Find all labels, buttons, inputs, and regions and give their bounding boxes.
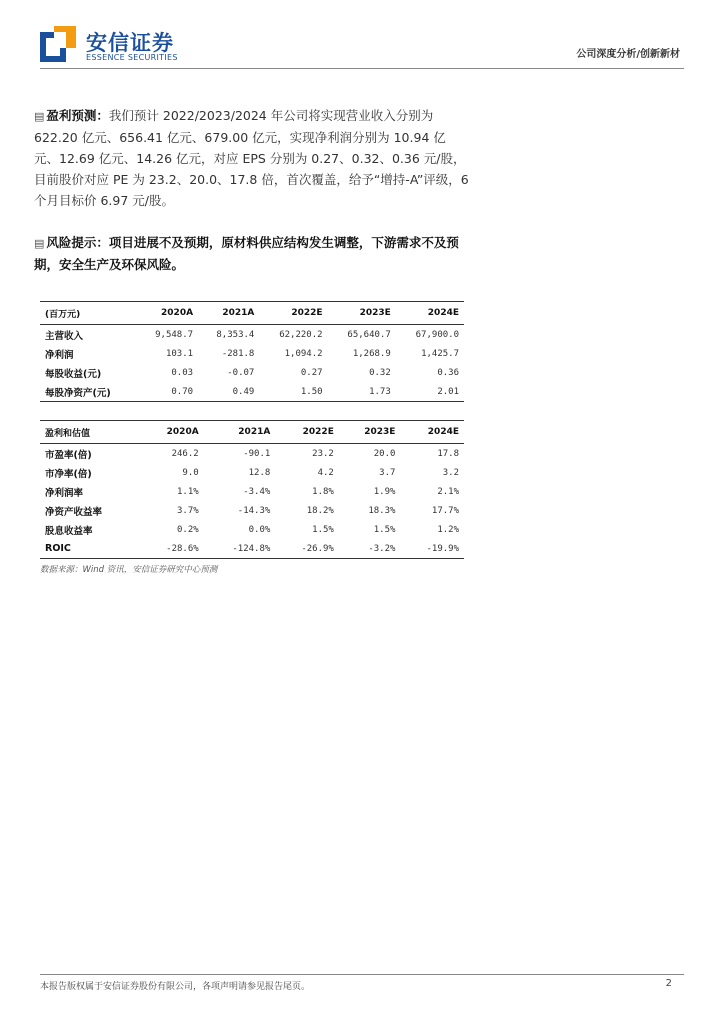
table-cell: 1.1% — [176, 486, 199, 497]
table-cell: 103.1 — [165, 348, 194, 359]
table-row — [40, 344, 464, 363]
logo-text-en: ESSENCE SECURITIES — [86, 53, 178, 62]
table-cell: 20.0 — [373, 448, 396, 459]
logo-mark-icon — [40, 26, 76, 62]
table-header-cell: (百万元) — [40, 302, 137, 325]
table-row — [40, 363, 464, 382]
table-cell: 3.2 — [442, 467, 459, 478]
company-logo — [40, 26, 190, 66]
table-header-cell: 2022E — [259, 302, 327, 325]
row-label: 每股净资产(元) — [40, 382, 137, 402]
row-label: 主营收入 — [45, 330, 84, 342]
table-header-cell: 2021A — [204, 421, 276, 444]
table-cell: 0.0% — [248, 524, 271, 535]
table-row — [40, 520, 464, 539]
table-cell: 1.50 — [259, 382, 327, 402]
table-cell: 0.36 — [437, 367, 459, 378]
financial-summary-table — [40, 301, 464, 402]
valuation-table — [40, 420, 464, 559]
table-cell: 1,425.7 — [421, 348, 459, 359]
table-cell: 1.5% — [373, 524, 396, 535]
row-label: 股息收益率 — [45, 525, 93, 537]
earnings-forecast-paragraph — [34, 105, 470, 211]
earnings-forecast-text: 我们预计 2022/2023/2024 年公司将实现营业收入分别为 622.20 亿元、656.41 亿元、679.00 亿元，实现净利润分别为 10.94 亿元、12.69 亿元、14.26 亿元，对应 EPS 分别为 0.27、0.32、0.36 元/股，目前股价对应 PE 为 23.2、20.0、17.8 倍，首次覆盖，给予“增持-A”评级，6 个月目标价 6.97 元/股。 — [34, 108, 469, 208]
table-cell: 0.2% — [176, 524, 199, 535]
table-cell: 12.8 — [248, 467, 271, 478]
table-cell: 2.01 — [396, 382, 464, 402]
table-cell: 9.0 — [182, 467, 199, 478]
table-cell: 9,548.7 — [155, 329, 194, 340]
table-cell: 0.27 — [300, 367, 323, 378]
logo-text-cn: 安信证券 — [86, 31, 174, 55]
row-label: 净利润 — [45, 349, 74, 361]
table-cell: -90.1 — [243, 448, 271, 459]
header-divider — [40, 68, 684, 69]
copyright-disclaimer: 本报告版权属于安信证券股份有限公司，各项声明请参见报告尾页。 — [40, 982, 311, 992]
table-cell: -0.07 — [227, 367, 255, 378]
table-cell: 0.32 — [369, 367, 391, 378]
table-cell: 1,268.9 — [352, 348, 391, 359]
page-header — [0, 0, 724, 72]
table-cell: 0.03 — [171, 367, 194, 378]
table-row — [40, 444, 464, 464]
table-cell: 2.1% — [437, 486, 459, 497]
table-cell: 4.2 — [317, 467, 334, 478]
table-cell: 62,220.2 — [279, 329, 323, 340]
row-label: 净利润率 — [45, 487, 84, 499]
row-label: 净资产收益率 — [45, 506, 103, 518]
table-header-cell: 2023E — [339, 421, 401, 444]
table-cell: -3.4% — [243, 486, 271, 497]
table-cell: 67,900.0 — [415, 329, 459, 340]
table-cell: -3.2% — [339, 539, 401, 559]
table-row — [40, 539, 464, 559]
table-cell: 1.9% — [373, 486, 396, 497]
table-row — [40, 325, 464, 345]
table-header-row — [40, 302, 464, 325]
table-cell: 0.49 — [198, 382, 259, 402]
table-cell: 1.8% — [312, 486, 334, 497]
page-number: 2 — [665, 978, 672, 989]
table-header-cell: 2024E — [396, 302, 464, 325]
table-cell: -28.6% — [140, 539, 204, 559]
row-label: 市盈率(倍) — [45, 449, 92, 461]
table-header-row — [40, 421, 464, 444]
table-header-cell: 2020A — [140, 421, 204, 444]
table-cell: 17.7% — [431, 505, 459, 516]
table-cell: -19.9% — [400, 539, 464, 559]
table-header-cell: 2020A — [137, 302, 198, 325]
table-cell: 3.7% — [176, 505, 199, 516]
table-header-cell: 盈利和估值 — [40, 421, 140, 444]
data-source-note: 数据来源：Wind 资讯，安信证券研究中心预测 — [40, 565, 218, 575]
table-row — [40, 463, 464, 482]
table-row — [40, 382, 464, 402]
row-label: ROIC — [40, 539, 140, 559]
table-cell: 1,094.2 — [284, 348, 323, 359]
table-cell: 8,353.4 — [216, 329, 255, 340]
table-cell: 65,640.7 — [347, 329, 391, 340]
table-cell: 246.2 — [171, 448, 199, 459]
table-cell: 0.70 — [137, 382, 198, 402]
table-header-cell: 2024E — [400, 421, 464, 444]
table-cell: 17.8 — [437, 448, 459, 459]
table-cell: 1.5% — [312, 524, 334, 535]
table-header-cell: 2021A — [198, 302, 259, 325]
document-icon: ▤ — [34, 237, 45, 250]
table-row — [40, 482, 464, 501]
table-header-cell: 2023E — [328, 302, 396, 325]
document-icon: ▤ — [34, 110, 45, 123]
table-cell: 18.2% — [306, 505, 334, 516]
table-cell: 1.2% — [437, 524, 459, 535]
earnings-forecast-lead: 盈利预测： — [46, 108, 109, 123]
report-section-label: 公司深度分析/创新新材 — [576, 49, 680, 60]
table-row — [40, 501, 464, 520]
table-cell: -124.8% — [204, 539, 276, 559]
table-cell: 1.73 — [328, 382, 396, 402]
risk-warning-text: 风险提示：项目进展不及预期，原材料供应结构发生调整，下游需求不及预期，安全生产及环保风险。 — [34, 235, 459, 272]
table-cell: 18.3% — [368, 505, 396, 516]
table-cell: 3.7 — [379, 467, 396, 478]
table-header-cell: 2022E — [275, 421, 339, 444]
table-cell: -26.9% — [275, 539, 339, 559]
table-cell: -14.3% — [237, 505, 271, 516]
table-cell: -281.8 — [221, 348, 255, 359]
row-label: 每股收益(元) — [45, 368, 102, 380]
table-cell: 23.2 — [312, 448, 334, 459]
row-label: 市净率(倍) — [45, 468, 92, 480]
footer-divider — [40, 974, 684, 975]
risk-warning-paragraph — [34, 232, 470, 275]
